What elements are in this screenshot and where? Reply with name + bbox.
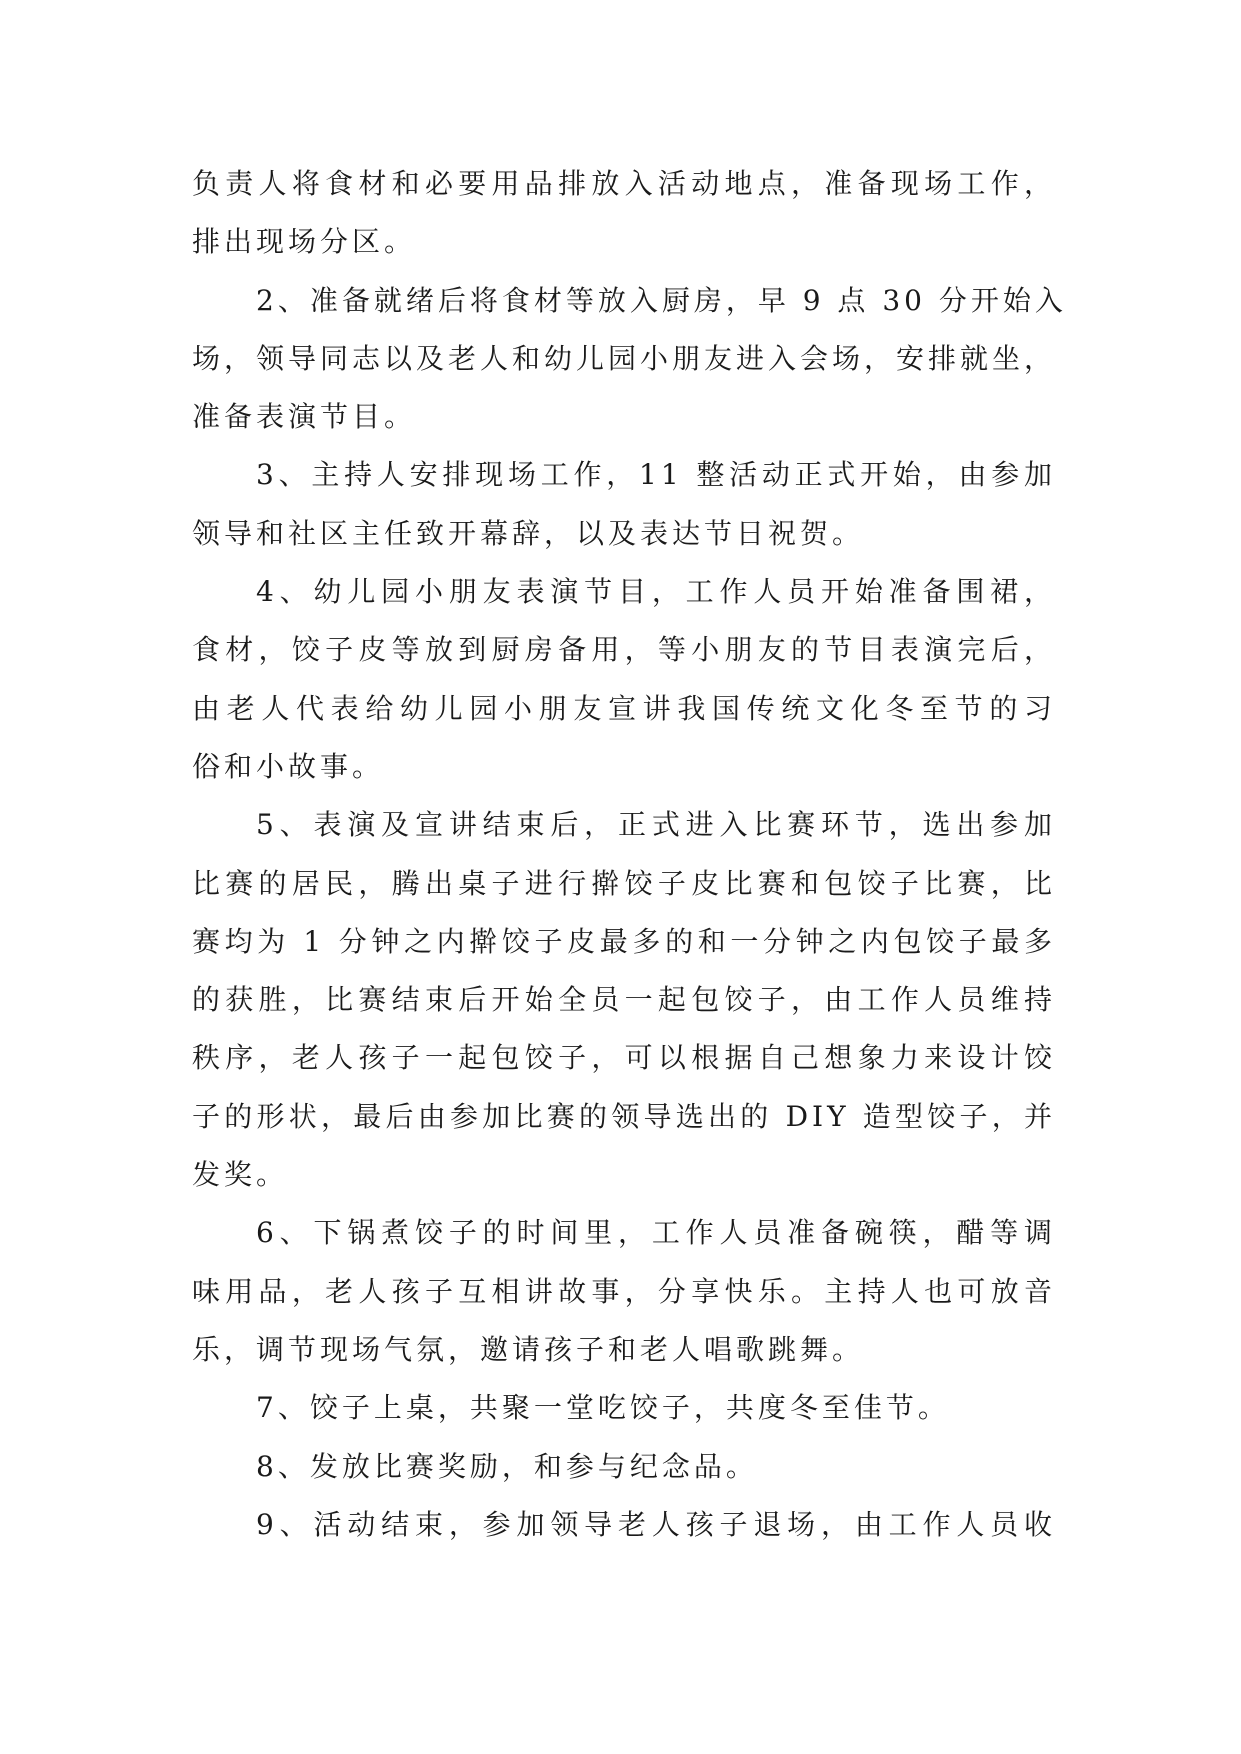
paragraph-step-5: [192, 796, 1056, 1204]
text-line: 排出现场分区。: [192, 225, 417, 259]
paragraph-step-3: [192, 446, 1056, 563]
text-line: 秩序，老人孩子一起包饺子，可以根据自己想象力来设计饺: [192, 1041, 1056, 1075]
text-line: 由老人代表给幼儿园小朋友宣讲我国传统文化冬至节的习: [192, 691, 1056, 725]
text-line: 准备表演节目。: [192, 400, 417, 434]
text-line: 9、活动结束，参加领导老人孩子退场，由工作人员收: [256, 1507, 1056, 1541]
paragraph-continuation: [192, 155, 1056, 272]
text-line: 味用品，老人孩子互相讲故事，分享快乐。主持人也可放音: [192, 1274, 1056, 1308]
text-line: 6、下锅煮饺子的时间里，工作人员准备碗筷，醋等调: [256, 1216, 1056, 1250]
text-line: 场，领导同志以及老人和幼儿园小朋友进入会场，安排就坐，: [192, 341, 1057, 375]
text-line: 乐，调节现场气氛，邀请孩子和老人唱歌跳舞。: [192, 1332, 865, 1366]
text-line: 俗和小故事。: [192, 749, 385, 783]
text-line: 领导和社区主任致开幕辞，以及表达节日祝贺。: [192, 516, 865, 550]
text-line: 3、主持人安排现场工作，11 整活动正式开始，由参加: [256, 458, 1056, 492]
paragraph-step-8: [192, 1438, 1056, 1496]
paragraph-step-6: [192, 1204, 1056, 1379]
text-line: 4、幼儿园小朋友表演节目，工作人员开始准备围裙，: [256, 575, 1056, 609]
text-line: 7、饺子上桌，共聚一堂吃饺子，共度冬至佳节。: [256, 1391, 950, 1425]
paragraph-step-2: [192, 272, 1067, 447]
paragraph-step-4: [192, 563, 1056, 796]
text-line: 2、准备就绪后将食材等放入厨房，早 9 点 30 分开始入: [256, 283, 1067, 317]
text-line: 发奖。: [192, 1158, 289, 1192]
text-line: 5、表演及宣讲结束后，正式进入比赛环节，选出参加: [256, 808, 1056, 842]
paragraph-step-9: [192, 1496, 1056, 1554]
text-line: 赛均为 1 分钟之内擀饺子皮最多的和一分钟之内包饺子最多: [192, 924, 1056, 958]
document-body: [192, 155, 1067, 1554]
text-line: 子的形状，最后由参加比赛的领导选出的 DIY 造型饺子，并: [192, 1099, 1056, 1133]
paragraph-step-7: [192, 1379, 1056, 1437]
text-line: 8、发放比赛奖励，和参与纪念品。: [256, 1449, 758, 1483]
text-line: 比赛的居民，腾出桌子进行擀饺子皮比赛和包饺子比赛，比: [192, 866, 1056, 900]
text-line: 负责人将食材和必要用品排放入活动地点，准备现场工作，: [192, 167, 1056, 200]
text-line: 的获胜，比赛结束后开始全员一起包饺子，由工作人员维持: [192, 983, 1056, 1017]
text-line: 食材，饺子皮等放到厨房备用，等小朋友的节目表演完后，: [192, 633, 1056, 667]
